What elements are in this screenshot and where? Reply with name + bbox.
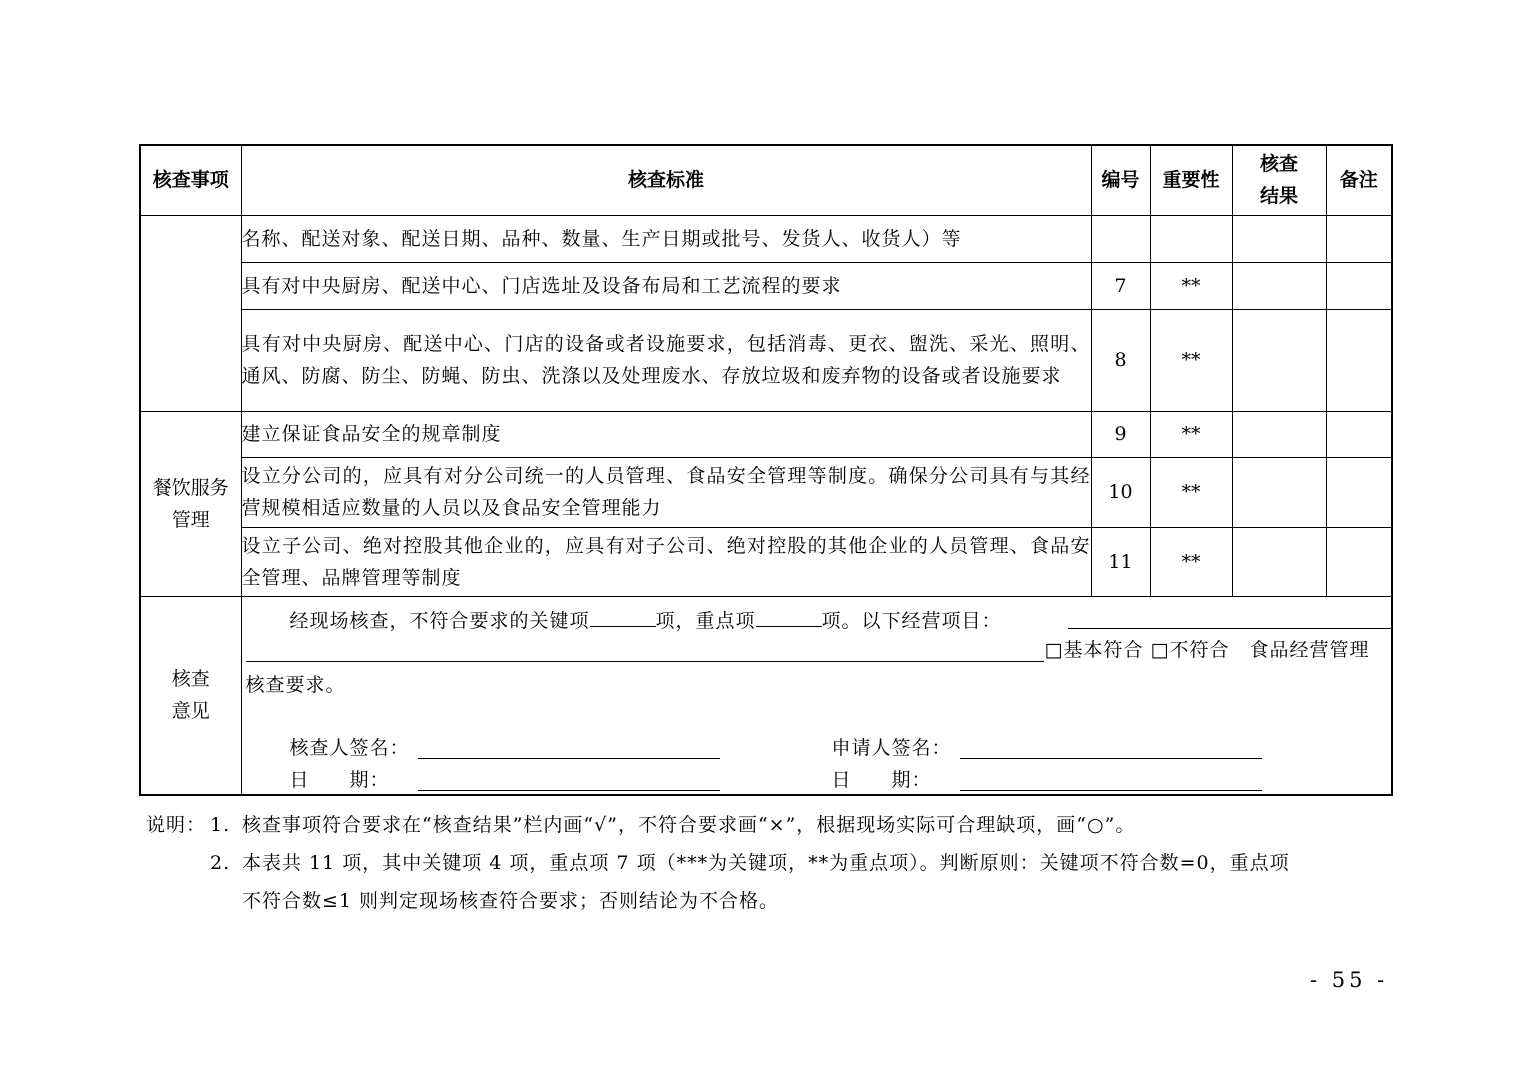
result-cell	[1232, 411, 1326, 457]
header-result-line1: 核查	[1259, 153, 1298, 176]
remark-cell	[1326, 527, 1392, 596]
remark-cell	[1326, 411, 1392, 457]
opinion-label-cell	[140, 596, 241, 795]
opinion-row	[140, 596, 1392, 795]
table-header-row	[140, 145, 1392, 215]
notes-section	[146, 806, 1290, 920]
opinion-cell	[241, 596, 1392, 795]
note-2-text-a: 本表共 11 项，其中关键项 4 项，重点项 7 项（***为关键项，**为重点项）。判断原则：关键项不符合数=0，重点项	[242, 852, 1290, 874]
standard-cell: 设立分公司的，应具有对分公司统一的人员管理、食品安全管理等制度。确保分公司具有与其经营规模相适应数量的人员以及食品安全管理能力	[241, 457, 1091, 527]
opinion-label-line1: 核查	[171, 668, 210, 691]
opinion-text-focus-items: 项，重点项	[655, 609, 756, 632]
header-importance: 重要性	[1150, 145, 1232, 215]
blank-business-items-line1[interactable]	[1068, 628, 1392, 629]
standard-cell: 设立子公司、绝对控股其他企业的，应具有对子公司、绝对控股的其他企业的人员管理、食品安全管理、品牌管理等制度	[241, 527, 1091, 596]
inspector-sign-field[interactable]	[418, 758, 720, 759]
catering-label-line1: 餐饮服务	[152, 476, 229, 499]
result-cell	[1232, 215, 1326, 262]
opinion-text-key-items: 经现场核查，不符合要求的关键项	[289, 609, 590, 632]
header-standard: 核查标准	[241, 145, 1091, 215]
importance-cell: **	[1150, 309, 1232, 411]
result-cell	[1232, 527, 1326, 596]
number-cell	[1091, 215, 1150, 262]
importance-cell: **	[1150, 411, 1232, 457]
header-item: 核查事项	[140, 145, 241, 215]
item-cell-catering	[140, 411, 241, 596]
opinion-text-business-items: 项。以下经营项目：	[821, 609, 1002, 632]
table-row	[140, 411, 1392, 457]
blank-focus-items[interactable]	[756, 606, 822, 627]
note-2-text-b: 不符合数≤1 则判定现场核查符合要求；否则结论为不合格。	[242, 890, 780, 912]
remark-cell	[1326, 215, 1392, 262]
header-number: 编号	[1091, 145, 1150, 215]
number-cell: 9	[1091, 411, 1150, 457]
opinion-options: □基本符合 □不符合 食品经营管理	[1044, 638, 1370, 661]
remark-cell	[1326, 457, 1392, 527]
importance-cell: **	[1150, 262, 1232, 309]
result-cell	[1232, 262, 1326, 309]
applicant-date-field[interactable]	[960, 790, 1262, 791]
inspector-date-field[interactable]	[418, 790, 720, 791]
header-remark: 备注	[1326, 145, 1392, 215]
header-result	[1232, 145, 1326, 215]
applicant-sign-label: 申请人签名：	[831, 736, 952, 759]
importance-cell	[1150, 215, 1232, 262]
standard-cell: 建立保证食品安全的规章制度	[241, 411, 1091, 457]
catering-label-line2: 管理	[171, 508, 210, 531]
opinion-label-line2: 意见	[171, 700, 210, 723]
item-cell-empty	[140, 215, 241, 411]
remark-cell	[1326, 309, 1392, 411]
notes-label: 说明：	[146, 814, 207, 836]
result-cell	[1232, 457, 1326, 527]
remark-cell	[1326, 262, 1392, 309]
inspector-sign-label: 核查人签名：	[289, 736, 410, 759]
note-2-index: 2.	[210, 852, 231, 874]
table-row	[140, 309, 1392, 411]
table-row	[140, 457, 1392, 527]
standard-cell: 名称、配送对象、配送日期、品种、数量、生产日期或批号、发货人、收货人）等	[241, 215, 1091, 262]
standard-cell: 具有对中央厨房、配送中心、门店的设备或者设施要求，包括消毒、更衣、盥洗、采光、照明、通风、防腐、防尘、防蝇、防虫、洗涤以及处理废水、存放垃圾和废弃物的设备或者设施要求	[241, 309, 1091, 411]
applicant-date-label: 日 期：	[831, 768, 932, 791]
importance-cell: **	[1150, 457, 1232, 527]
applicant-sign-field[interactable]	[960, 758, 1262, 759]
inspection-table	[139, 144, 1393, 796]
importance-cell: **	[1150, 527, 1232, 596]
blank-business-items-line2[interactable]	[246, 661, 1044, 662]
page-number: - 55 -	[1310, 968, 1389, 992]
note-1-text: 核查事项符合要求在“核查结果”栏内画“√”，不符合要求画“×”，根据现场实际可合理缺项，画“○”。	[242, 814, 1136, 836]
header-result-line2: 结果	[1259, 185, 1298, 208]
table-row	[140, 527, 1392, 596]
result-cell	[1232, 309, 1326, 411]
number-cell: 11	[1091, 527, 1150, 596]
note-2	[146, 844, 1290, 882]
table-row	[140, 215, 1392, 262]
blank-key-items[interactable]	[590, 606, 656, 627]
table-row	[140, 262, 1392, 309]
note-2-cont	[146, 882, 1290, 920]
number-cell: 8	[1091, 309, 1150, 411]
opinion-line1	[290, 606, 1002, 633]
note-1	[146, 806, 1290, 844]
opinion-line3: 核查要求。	[245, 673, 346, 696]
note-1-index: 1.	[210, 814, 231, 836]
standard-cell: 具有对中央厨房、配送中心、门店选址及设备布局和工艺流程的要求	[241, 262, 1091, 309]
number-cell: 7	[1091, 262, 1150, 309]
inspector-date-label: 日 期：	[289, 768, 390, 791]
number-cell: 10	[1091, 457, 1150, 527]
